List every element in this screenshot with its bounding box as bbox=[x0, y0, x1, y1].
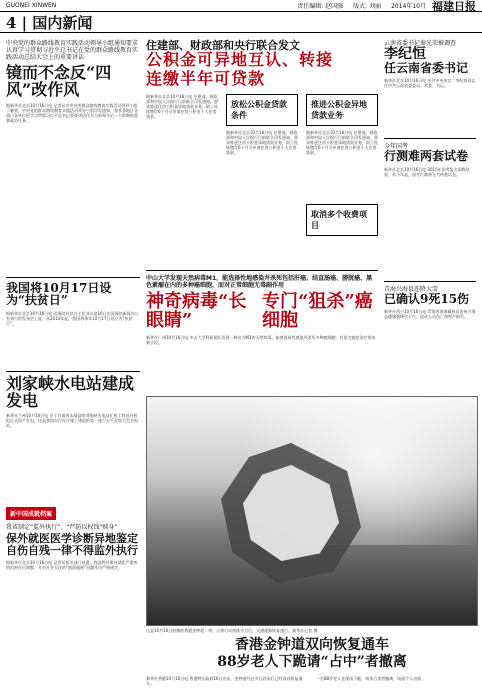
top-meta-3: 2014年10月 bbox=[391, 3, 426, 10]
left-teaser: 中央党的群众路线教育实践活动领导小组通知要求认真学习贯彻习近平总书记在党的群众路线教育实践活动总结大会上的重要讲话 bbox=[6, 40, 139, 61]
right-headline-1: 李纪恒 bbox=[384, 46, 426, 62]
left-headline-2: 我国将10月17日设为“扶贫日” bbox=[6, 280, 112, 308]
left-headline-4: 保外就医医学诊断异地鉴定 自伤自残一律不得监外执行 bbox=[6, 532, 138, 557]
sci-headline-row bbox=[146, 293, 378, 331]
divider bbox=[6, 277, 140, 278]
left-body-4: 据新华社北京10月16日电 记者从相关部门获悉，我国将对保外就医严重疾病范围作出调整，并对社会关注的“纸面服刑”问题作出严格规定。 bbox=[6, 560, 138, 571]
right-kicker-1: 云南省委书记秦光荣被调查 bbox=[384, 40, 457, 47]
top-left-meta: GUONEI XINWEN bbox=[6, 2, 57, 9]
right-body-2: 新华社北京10月16日电 2015年国考报名即将结束。从今年起，国考行测将分为两套试卷。 bbox=[384, 166, 470, 177]
bottom-headline-2: 88岁老人下跪请“占中”者撤离 bbox=[217, 653, 407, 670]
divider bbox=[384, 138, 476, 139]
left-headline-1: 镜而不念反“四风”改作风 bbox=[6, 63, 112, 99]
right-kicker-2: 今年国考 bbox=[384, 143, 409, 151]
subhead-box-1 bbox=[226, 94, 298, 126]
subhead-3: 取消多个收费项目 bbox=[311, 209, 367, 231]
right-body-1: 新华社北京10月16日电 中共中央决定：李纪恒同志任中共云南省委委员、常委、书记。 bbox=[384, 78, 476, 89]
divider bbox=[146, 270, 378, 271]
news-photo bbox=[146, 396, 478, 626]
subhead-1: 放松公积金贷款条件 bbox=[231, 99, 287, 121]
mid-body-a2: 据新华社北京10月16日电 住建部、财政部和中国人民银行日前联合印发通知，要求推进住房公积金异地贷款业务，职工连续缴存6个月可申请住房公积金个人住房贷款。 bbox=[226, 130, 298, 156]
top-meta-1: 责任编辑: 赵国强 bbox=[297, 3, 344, 10]
section-band bbox=[0, 13, 482, 33]
mid-headline-a: 公积金可异地互认、转接 bbox=[146, 49, 334, 69]
mid-body-a3: 据新华社北京10月16日电 住建部、财政部和中国人民银行日前联合印发通知，要求推进住房公积金异地贷款业务，职工连续缴存6个月可申请住房公积金个人住房贷款。 bbox=[306, 130, 378, 156]
sci-kicker: 中山大学发现天然病毒M1，能选择性地感染并杀死包括肝癌、结直肠癌、膀胱癌、黑色素瘤在内的多种癌细胞，而对正常细胞无毒副作用 bbox=[146, 275, 373, 290]
bottom-headline bbox=[146, 638, 478, 669]
section-title: 4 | 国内新闻 bbox=[6, 14, 93, 32]
archive-tag-label: 新中国成就档案 bbox=[6, 507, 56, 520]
mid-col-2 bbox=[226, 94, 298, 264]
paper-logo: 福建日报 bbox=[432, 0, 476, 13]
left-body-1: 据新华社北京10月16日电 记者从中央党的群众路线教育实践活动领导小组了解到，中央党的群众路线教育实践活动领导小组印发通知，要求各地区各部门各单位把学习贯彻习近平总书记重要讲话作为当前和今后一个时期的重要政治任务。 bbox=[6, 102, 138, 123]
mid-headline-b: 连缴半年可贷款 bbox=[146, 69, 266, 89]
mid-body-grid bbox=[146, 94, 378, 264]
top-meta-2: 版式: 刘丽 bbox=[353, 3, 382, 10]
bottom-body-left: 新华社香港10月16日电 香港特区政府16日宣布，金钟道经过多日封闭后已经双向恢复通车。 bbox=[146, 676, 303, 686]
mid-col-1 bbox=[146, 94, 218, 264]
mid-kicker: 住建部、财政部和央行联合发文 bbox=[146, 39, 300, 52]
mid-body-a: 据新华社北京10月16日电 住建部、财政部和中国人民银行日前联合印发通知，要求推进住房公积金异地贷款业务，职工连续缴存6个月可申请住房公积金个人住房贷款。 bbox=[146, 94, 218, 120]
top-bar bbox=[0, 0, 482, 12]
right-headline-3: 已确认9死15伤 bbox=[384, 291, 470, 306]
subhead-box-2 bbox=[306, 94, 378, 126]
sci-headline-right: 专门“狙杀”癌细胞 bbox=[262, 291, 373, 332]
middle-column bbox=[146, 40, 378, 411]
mid-col-3 bbox=[306, 94, 378, 264]
left-body-2: 据新华社北京10月16日电 国务院扶贫办主任刘永富16日在国务院新闻办公室举行的发布会上说，从2014年起，我国将每年10月17日设立为“扶贫日”。 bbox=[6, 310, 139, 326]
left-headline-3: 刘家峡水电站建成发电 bbox=[6, 373, 135, 410]
bottom-headline-1: 香港金钟道双向恢复通车 bbox=[235, 637, 389, 653]
left-body-3: 新华社兰州10月16日电 位于甘肃省永靖县的刘家峡水电站扩机工程首台机组正式投产发电，这是我国自行设计施工建造的第一座百万千瓦级大型水电站。 bbox=[6, 413, 138, 429]
sci-headline-left: 神奇病毒“长眼睛” bbox=[146, 291, 247, 332]
bottom-text bbox=[146, 676, 478, 694]
left-subkicker-4: 我省制定“监外执行”、“严防以权钱“赎身” bbox=[6, 524, 118, 532]
right-headline-2: 行测难两套试卷 bbox=[384, 149, 469, 164]
subhead-2: 推进公积金异地贷款业务 bbox=[311, 99, 367, 121]
archive-tag bbox=[6, 501, 140, 520]
right-headline-1b: 任云南省委书记 bbox=[384, 60, 469, 75]
sci-body: 新华社广州10月16日电 中山大学科研团队发现一种名为M1的天然病毒，能够选择性感染并杀死多种癌细胞，有望为癌症治疗带来新手段。 bbox=[146, 334, 376, 345]
left-column bbox=[6, 40, 140, 632]
photo-caption: 这是10月16日拍摄的香港金钟道一带。占领行动持续多日后，交通逐渐恢复通行。新华社记者 摄 bbox=[146, 628, 318, 633]
subhead-box-3 bbox=[306, 204, 378, 236]
bottom-body-right: 一名88岁老人在现场下跪，请求占领者撤离，场面令人动容。 bbox=[316, 676, 426, 681]
divider bbox=[384, 281, 476, 282]
right-body-3: 新华社西宁10月16日电 青海省海南藏族自治州兴海县遭遇强降雪天气，造成人员伤亡和财产损失。 bbox=[384, 309, 476, 320]
divider bbox=[6, 371, 140, 372]
right-kicker-3: 青海兴海县连降大雪 bbox=[384, 285, 439, 293]
